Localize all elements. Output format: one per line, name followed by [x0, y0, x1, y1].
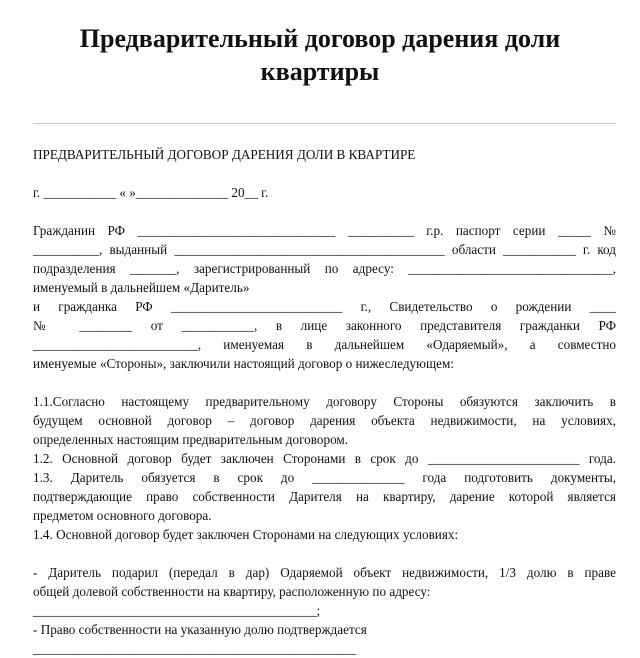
condition-line: ___________________________________________; — [33, 603, 321, 618]
contract-heading: ПРЕДВАРИТЕЛЬНЫЙ ДОГОВОР ДАРЕНИЯ ДОЛИ В КВАРТИРЕ — [33, 147, 416, 162]
contract-body — [33, 145, 616, 658]
condition-line: общей долевой собственности на квартиру, расположенную по адресу: — [33, 584, 431, 599]
clause-line: 1.2. Основной договор будет заключен Сторонами в срок до _______________________ года. — [33, 451, 616, 466]
clause-line: 1.3. Даритель обязуется в срок до ______________ года подготовить документы, — [33, 470, 616, 485]
condition-line: _________________________________________________ — [33, 641, 357, 656]
clause-line: 1.1.Согласно настоящему предварительному договору Стороны обязуются заключить в — [33, 394, 616, 409]
title-divider — [33, 123, 616, 124]
party2-line: № ________ от ___________, в лице законного представителя гражданки РФ — [33, 318, 616, 333]
clause-line: определенных настоящим предварительным договором. — [33, 432, 349, 447]
condition-line: - Даритель подарил (передал в дар) Одаряемой объект недвижимости, 1/3 долю в праве — [33, 565, 616, 580]
condition-line: - Право собственности на указанную долю подтверждается — [33, 622, 367, 637]
party1-line: именуемый в дальнейшем «Даритель» — [33, 280, 250, 295]
party2-line: именуемые «Стороны», заключили настоящий договор о нижеследующем: — [33, 356, 454, 371]
spacer — [33, 544, 616, 563]
party2-line: _________________________, именуемая в дальнейшем «Одаряемый», а совместно — [33, 337, 616, 352]
document-title — [0, 22, 640, 88]
spacer — [33, 202, 616, 221]
clause-line: 1.4. Основной договор будет заключен Сторонами на следующих условиях: — [33, 527, 459, 542]
clause-line: подтверждающие право собственности Дарителя на квартиру, дарение которой является — [33, 489, 616, 504]
spacer — [33, 373, 616, 392]
date-line: г. ___________ « »______________ 20__ г. — [33, 185, 269, 200]
clause-line: предметом основного договора. — [33, 508, 212, 523]
party1-line: подразделения _______, зарегистрированный по адресу: _______________________________, — [33, 261, 616, 276]
party1-line: __________, выданный _________________________________________ области ___________ г. код — [33, 242, 616, 257]
title-line-1: Предварительный договор дарения доли — [79, 24, 561, 53]
title-line-2: квартиры — [260, 57, 380, 86]
party2-line: и гражданка РФ __________________________ г., Свидетельство о рождении ____ — [33, 299, 616, 314]
clause-line: будущем основной договор – договор дарения объекта недвижимости, на условиях, — [33, 413, 616, 428]
party1-line: Гражданин РФ ______________________________ __________ г.р. паспорт серии _____ № — [33, 223, 616, 238]
